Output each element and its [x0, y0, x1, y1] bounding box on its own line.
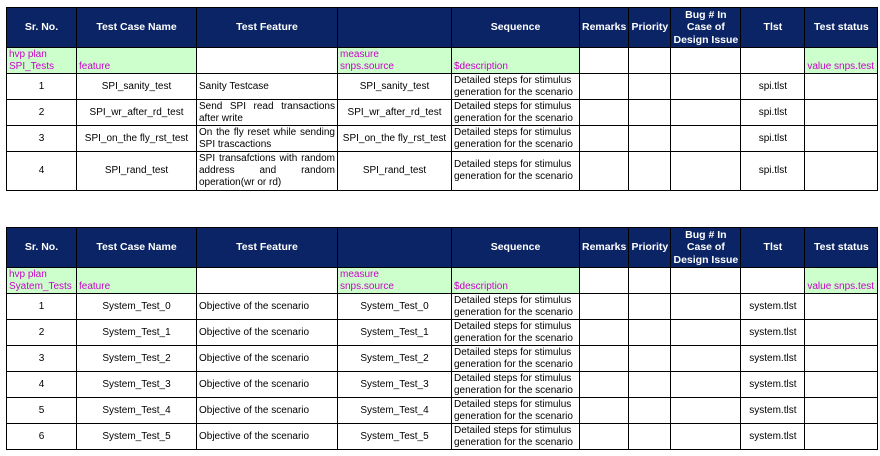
- header-priority: Priority: [629, 8, 671, 48]
- sr-no-cell: 3: [7, 346, 77, 372]
- sequence-line: generation for the scenario: [454, 436, 573, 448]
- test-feature-cell: SPI transafctions with random address and random operation(wr or rd): [197, 152, 338, 191]
- bug-cell: [671, 100, 741, 126]
- remarks-cell: [580, 100, 629, 126]
- header-sr-no: Sr. No.: [7, 228, 77, 268]
- header-sequence: Sequence: [452, 8, 580, 48]
- sr-no-cell: 1: [7, 74, 77, 100]
- test-feature-cell: Sanity Testcase: [197, 74, 338, 100]
- measure-cell: SPI_rand_test: [338, 152, 452, 191]
- sr-no-cell: 5: [7, 398, 77, 424]
- table-row: [7, 398, 878, 424]
- sequence-line: Detailed steps for stimulus: [454, 346, 572, 358]
- plan-bug-cell: [671, 48, 741, 74]
- header-priority: Priority: [629, 228, 671, 268]
- test-status-cell: [805, 74, 878, 100]
- plan-description-cell: $description: [452, 268, 580, 294]
- test-feature-cell: Objective of the scenario: [197, 424, 338, 450]
- header-test-feature: Test Feature: [197, 8, 338, 48]
- table-row: [7, 424, 878, 450]
- plan-tlst-cell: [741, 268, 805, 294]
- header-tlst: Tlst: [741, 228, 805, 268]
- table-row: [7, 372, 878, 398]
- sequence-cell: [452, 126, 580, 152]
- test-status-cell: [805, 424, 878, 450]
- priority-cell: [629, 294, 671, 320]
- bug-cell: [671, 398, 741, 424]
- plan-measure-cell: [338, 268, 452, 294]
- plan-remarks-cell: [580, 268, 629, 294]
- sequence-line: Detailed steps for stimulus: [454, 74, 572, 86]
- test-case-name-cell: SPI_rand_test: [77, 152, 197, 191]
- header-row: [7, 228, 878, 268]
- test-case-name-cell: System_Test_1: [77, 320, 197, 346]
- bug-cell: [671, 294, 741, 320]
- remarks-cell: [580, 74, 629, 100]
- sequence-line: Detailed steps for stimulus: [454, 320, 572, 332]
- plan-bug-cell: [671, 268, 741, 294]
- priority-cell: [629, 398, 671, 424]
- table-row: [7, 100, 878, 126]
- spi-test-plan-table: [6, 7, 878, 191]
- test-case-name-cell: SPI_wr_after_rd_test: [77, 100, 197, 126]
- plan-blank-cell: [197, 48, 338, 74]
- plan-source-label: snps.source: [340, 61, 394, 72]
- remarks-cell: [580, 398, 629, 424]
- header-sr-no: Sr. No.: [7, 8, 77, 48]
- remarks-cell: [580, 294, 629, 320]
- test-case-name-cell: System_Test_0: [77, 294, 197, 320]
- test-case-name-cell: System_Test_3: [77, 372, 197, 398]
- test-status-cell: [805, 346, 878, 372]
- header-measure-blank: [338, 228, 452, 268]
- tlst-cell: system.tlst: [741, 398, 805, 424]
- table-row: [7, 126, 878, 152]
- bug-cell: [671, 152, 741, 191]
- plan-remarks-cell: [580, 48, 629, 74]
- table-row: [7, 346, 878, 372]
- measure-cell: System_Test_1: [338, 320, 452, 346]
- plan-priority-cell: [629, 268, 671, 294]
- plan-hvp-label: hvp plan: [9, 49, 47, 60]
- test-feature-cell: Objective of the scenario: [197, 294, 338, 320]
- table-row: [7, 74, 878, 100]
- sequence-cell: [452, 320, 580, 346]
- sr-no-cell: 2: [7, 320, 77, 346]
- plan-measure-cell: [338, 48, 452, 74]
- priority-cell: [629, 74, 671, 100]
- remarks-cell: [580, 424, 629, 450]
- measure-cell: System_Test_2: [338, 346, 452, 372]
- measure-cell: System_Test_0: [338, 294, 452, 320]
- plan-measure-label: measure: [340, 49, 379, 60]
- sequence-line: generation for the scenario: [454, 86, 573, 98]
- plan-name: Syatem_Tests: [9, 281, 72, 292]
- priority-cell: [629, 152, 671, 191]
- test-feature-cell: Objective of the scenario: [197, 320, 338, 346]
- header-measure-blank: [338, 8, 452, 48]
- table-row: [7, 294, 878, 320]
- sr-no-cell: 1: [7, 294, 77, 320]
- sr-no-cell: 4: [7, 372, 77, 398]
- sequence-line: generation for the scenario: [454, 358, 573, 370]
- sequence-line: generation for the scenario: [454, 112, 573, 124]
- tlst-cell: spi.tlst: [741, 100, 805, 126]
- plan-hvp-label: hvp plan: [9, 269, 47, 280]
- test-feature-cell: Objective of the scenario: [197, 398, 338, 424]
- bug-cell: [671, 372, 741, 398]
- remarks-cell: [580, 320, 629, 346]
- header-test-feature: Test Feature: [197, 228, 338, 268]
- sequence-line: generation for the scenario: [454, 332, 573, 344]
- measure-cell: System_Test_3: [338, 372, 452, 398]
- tlst-cell: spi.tlst: [741, 126, 805, 152]
- sequence-line: generation for the scenario: [454, 384, 573, 396]
- tlst-cell: system.tlst: [741, 424, 805, 450]
- header-sequence: Sequence: [452, 228, 580, 268]
- priority-cell: [629, 424, 671, 450]
- priority-cell: [629, 320, 671, 346]
- priority-cell: [629, 346, 671, 372]
- remarks-cell: [580, 126, 629, 152]
- test-case-name-cell: SPI_on_the fly_rst_test: [77, 126, 197, 152]
- test-feature-cell: Send SPI read transactions after write: [197, 100, 338, 126]
- sequence-cell: [452, 74, 580, 100]
- test-feature-cell: Objective of the scenario: [197, 346, 338, 372]
- plan-hvp-cell: [7, 48, 77, 74]
- test-status-cell: [805, 320, 878, 346]
- table-row: [7, 320, 878, 346]
- priority-cell: [629, 100, 671, 126]
- header-test-case-name: Test Case Name: [77, 8, 197, 48]
- test-status-cell: [805, 294, 878, 320]
- bug-cell: [671, 320, 741, 346]
- measure-cell: SPI_sanity_test: [338, 74, 452, 100]
- measure-cell: System_Test_5: [338, 424, 452, 450]
- sequence-line: Detailed steps for stimulus: [454, 294, 572, 306]
- bug-cell: [671, 346, 741, 372]
- tlst-cell: system.tlst: [741, 320, 805, 346]
- sequence-cell: [452, 424, 580, 450]
- test-status-cell: [805, 398, 878, 424]
- tlst-cell: system.tlst: [741, 294, 805, 320]
- sequence-cell: [452, 346, 580, 372]
- plan-status-cell: value snps.test: [805, 268, 878, 294]
- test-case-name-cell: System_Test_2: [77, 346, 197, 372]
- sequence-cell: [452, 100, 580, 126]
- sr-no-cell: 4: [7, 152, 77, 191]
- test-status-cell: [805, 100, 878, 126]
- sequence-cell: [452, 398, 580, 424]
- sequence-line: generation for the scenario: [454, 306, 573, 318]
- tlst-cell: spi.tlst: [741, 74, 805, 100]
- plan-feature-cell: feature: [77, 48, 197, 74]
- table-row: [7, 152, 878, 191]
- bug-cell: [671, 424, 741, 450]
- sequence-line: Detailed steps for stimulus: [454, 100, 572, 112]
- plan-row: [7, 268, 878, 294]
- bug-cell: [671, 74, 741, 100]
- sequence-cell: [452, 294, 580, 320]
- sequence-cell: [452, 372, 580, 398]
- plan-priority-cell: [629, 48, 671, 74]
- remarks-cell: [580, 152, 629, 191]
- sequence-line: generation for the scenario: [454, 171, 573, 182]
- sr-no-cell: 6: [7, 424, 77, 450]
- bug-cell: [671, 126, 741, 152]
- measure-cell: SPI_wr_after_rd_test: [338, 100, 452, 126]
- tlst-cell: system.tlst: [741, 372, 805, 398]
- tlst-cell: spi.tlst: [741, 152, 805, 191]
- header-remarks: Remarks: [580, 8, 629, 48]
- plan-feature-cell: feature: [77, 268, 197, 294]
- plan-tlst-cell: [741, 48, 805, 74]
- sequence-line: Detailed steps for stimulus: [454, 126, 572, 138]
- priority-cell: [629, 372, 671, 398]
- header-bug: Bug # In Case of Design Issue: [671, 228, 741, 268]
- plan-hvp-cell: [7, 268, 77, 294]
- test-case-name-cell: System_Test_5: [77, 424, 197, 450]
- plan-blank-cell: [197, 268, 338, 294]
- sequence-line: Detailed steps for stimulus: [454, 159, 572, 170]
- test-case-name-cell: System_Test_4: [77, 398, 197, 424]
- header-bug: Bug # In Case of Design Issue: [671, 8, 741, 48]
- test-feature-cell: Objective of the scenario: [197, 372, 338, 398]
- plan-row: [7, 48, 878, 74]
- test-status-cell: [805, 372, 878, 398]
- sequence-cell: [452, 152, 580, 191]
- plan-status-cell: value snps.test: [805, 48, 878, 74]
- sr-no-cell: 3: [7, 126, 77, 152]
- sr-no-cell: 2: [7, 100, 77, 126]
- test-status-cell: [805, 152, 878, 191]
- test-status-cell: [805, 126, 878, 152]
- header-tlst: Tlst: [741, 8, 805, 48]
- sequence-line: Detailed steps for stimulus: [454, 372, 572, 384]
- measure-cell: System_Test_4: [338, 398, 452, 424]
- plan-description-cell: $description: [452, 48, 580, 74]
- header-test-status: Test status: [805, 228, 878, 268]
- plan-measure-label: measure: [340, 269, 379, 280]
- sequence-line: generation for the scenario: [454, 410, 573, 422]
- remarks-cell: [580, 372, 629, 398]
- sequence-line: Detailed steps for stimulus: [454, 424, 572, 436]
- test-case-name-cell: SPI_sanity_test: [77, 74, 197, 100]
- sequence-line: Detailed steps for stimulus: [454, 398, 572, 410]
- header-remarks: Remarks: [580, 228, 629, 268]
- plan-name: SPI_Tests: [9, 61, 55, 72]
- header-row: [7, 8, 878, 48]
- priority-cell: [629, 126, 671, 152]
- tlst-cell: system.tlst: [741, 346, 805, 372]
- remarks-cell: [580, 346, 629, 372]
- sequence-line: generation for the scenario: [454, 138, 573, 150]
- measure-cell: SPI_on_the fly_rst_test: [338, 126, 452, 152]
- system-test-plan-table: [6, 227, 878, 450]
- header-test-status: Test status: [805, 8, 878, 48]
- plan-source-label: snps.source: [340, 281, 394, 292]
- header-test-case-name: Test Case Name: [77, 228, 197, 268]
- test-feature-cell: On the fly reset while sending SPI trascactions: [197, 126, 338, 152]
